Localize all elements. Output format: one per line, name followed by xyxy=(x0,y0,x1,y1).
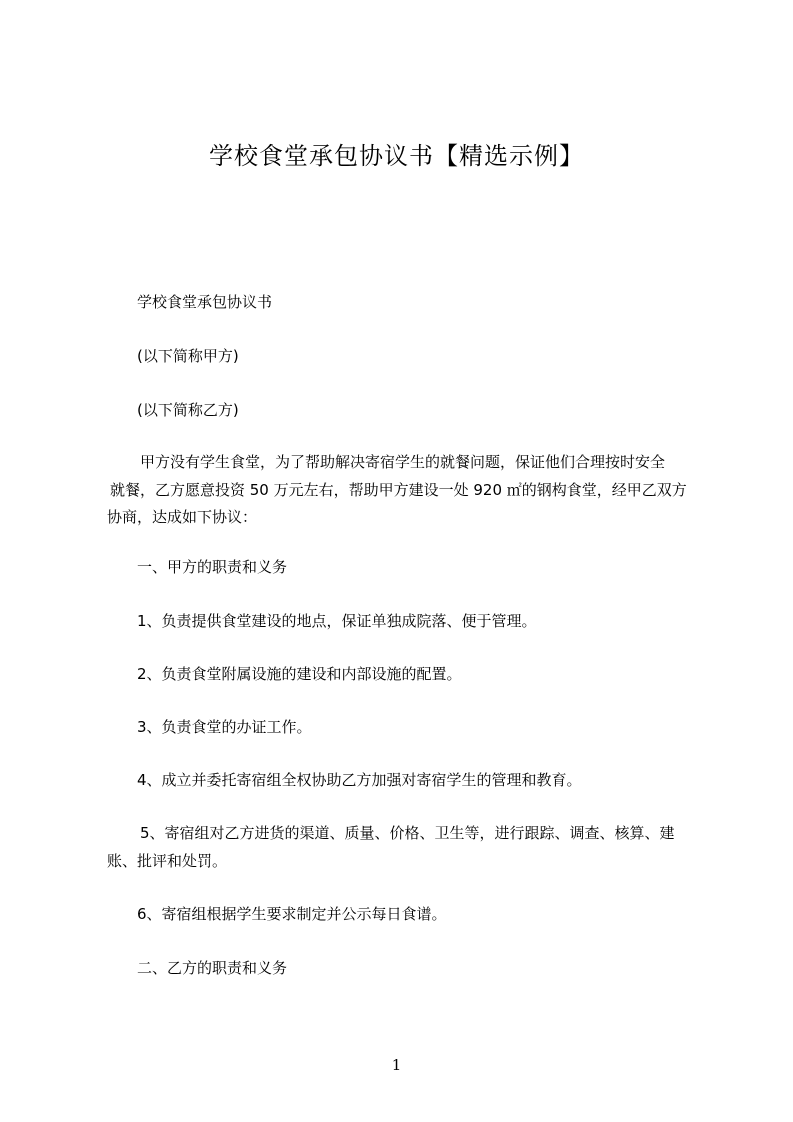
intro-line-1: 甲方没有学生食堂，为了帮助解决寄宿学生的就餐问题，保证他们合理按时安全 xyxy=(140,453,666,471)
section-1-item-5-line-2: 账、批评和处罚。 xyxy=(107,852,228,870)
section-1-item-3: 3、负责食堂的办证工作。 xyxy=(137,718,312,736)
section-2-heading: 二、乙方的职责和义务 xyxy=(137,959,288,977)
intro-line-2: 就餐，乙方愿意投资 50 万元左右，帮助甲方建设一处 920 ㎡的钢构食堂，经甲乙双方 xyxy=(110,481,687,499)
section-1-heading: 一、甲方的职责和义务 xyxy=(137,558,288,576)
section-1-item-2: 2、负责食堂附属设施的建设和内部设施的配置。 xyxy=(137,665,462,683)
agreement-subtitle: 学校食堂承包协议书 xyxy=(137,293,273,311)
section-1-item-4: 4、成立并委托寄宿组全权协助乙方加强对寄宿学生的管理和教育。 xyxy=(137,771,582,789)
party-b-note: (以下简称乙方) xyxy=(137,401,239,419)
party-a-note: (以下简称甲方) xyxy=(137,347,239,365)
document-title: 学校食堂承包协议书【精选示例】 xyxy=(209,142,584,170)
page-number: 1 xyxy=(391,1056,402,1074)
section-1-item-5-line-1: 5、寄宿组对乙方进货的渠道、质量、价格、卫生等，进行跟踪、调查、核算、建 xyxy=(140,824,675,842)
section-1-item-6: 6、寄宿组根据学生要求制定并公示每日食谱。 xyxy=(137,905,447,923)
intro-line-3: 协商，达成如下协议： xyxy=(107,508,258,526)
section-1-item-1: 1、负责提供食堂建设的地点，保证单独成院落、便于管理。 xyxy=(137,612,537,630)
